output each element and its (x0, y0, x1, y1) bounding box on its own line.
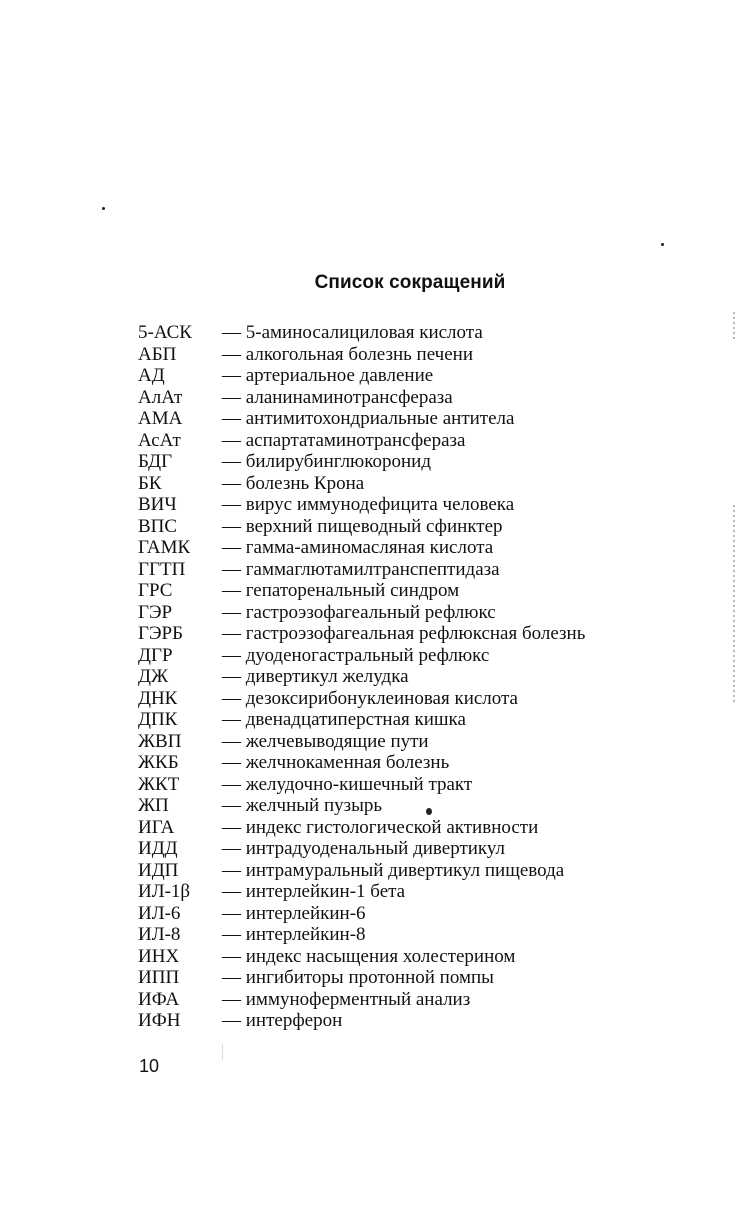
abbreviation-term: ИФА (138, 988, 180, 1010)
abbreviation-row (138, 989, 585, 1011)
abbreviation-definition: — желудочно-кишечный тракт (222, 773, 473, 795)
abbreviation-row (138, 645, 585, 667)
abbreviation-definition: — интрамуральный дивертикул пищевода (222, 859, 565, 881)
abbreviation-row (138, 623, 585, 645)
abbreviation-row (138, 494, 585, 516)
abbreviation-term: ГРС (138, 580, 173, 601)
abbreviation-term: БК (138, 472, 162, 494)
abbreviation-row (138, 602, 585, 624)
abbreviation-term: ДНК (138, 687, 178, 709)
abbreviation-term: ДЖ (138, 666, 168, 687)
abbreviation-row (138, 688, 585, 710)
abbreviation-definition: — желчевыводящие пути (222, 730, 429, 752)
abbreviation-row (138, 774, 585, 796)
abbreviation-term: ВПС (138, 515, 178, 537)
abbreviation-row (138, 344, 585, 366)
abbreviation-term: ИПП (138, 967, 180, 988)
abbreviation-definition: — аспартатаминотрансфераза (222, 429, 466, 451)
abbreviation-term: ЖП (138, 795, 169, 816)
abbreviation-term: ДПК (138, 709, 178, 730)
abbreviation-definition: — дивертикул желудка (222, 666, 409, 687)
abbreviation-row (138, 838, 585, 860)
abbreviation-term: ИДП (138, 859, 179, 881)
abbreviation-term: ИДД (138, 838, 178, 859)
abbreviation-row (138, 451, 585, 473)
abbreviation-list (138, 322, 585, 1032)
abbreviation-row (138, 473, 585, 495)
abbreviation-definition: — интерлейкин-1 бета (222, 881, 406, 902)
abbreviation-term: ЖКТ (138, 773, 180, 795)
abbreviation-term: ГЭР (138, 601, 173, 623)
abbreviation-definition: — 5-аминосалициловая кислота (222, 322, 483, 343)
abbreviation-term: ИЛ-1β (138, 881, 191, 902)
abbreviation-row (138, 752, 585, 774)
abbreviation-term: АБП (138, 343, 177, 365)
abbreviation-row (138, 946, 585, 968)
abbreviation-row (138, 881, 585, 903)
abbreviation-term: БДГ (138, 451, 173, 472)
scan-speck (426, 808, 432, 815)
scan-speck (102, 207, 105, 210)
abbreviation-term: ГЭРБ (138, 623, 184, 644)
abbreviation-definition: — дезоксирибонуклеиновая кислота (222, 687, 518, 709)
abbreviation-term: 5-АСК (138, 322, 192, 343)
abbreviation-definition: — иммуноферментный анализ (222, 988, 471, 1010)
abbreviation-row (138, 1010, 585, 1032)
scan-line (222, 1044, 223, 1060)
abbreviation-term: ИФН (138, 1010, 181, 1031)
abbreviation-definition: — гастроэзофагеальная рефлюксная болезнь (222, 623, 586, 644)
abbreviation-term: ИЛ-6 (138, 902, 181, 924)
abbreviation-definition: — аланинаминотрансфераза (222, 386, 453, 408)
abbreviation-definition: — вирус иммунодефицита человека (222, 494, 515, 515)
abbreviation-row (138, 408, 585, 430)
abbreviation-row (138, 903, 585, 925)
abbreviation-definition: — болезнь Крона (222, 472, 365, 494)
abbreviation-definition: — гепаторенальный синдром (222, 580, 460, 601)
abbreviation-term: АлАт (138, 386, 183, 408)
abbreviation-row (138, 795, 585, 817)
abbreviation-row (138, 860, 585, 882)
abbreviation-row (138, 967, 585, 989)
abbreviation-term: АМА (138, 408, 183, 429)
abbreviation-definition: — алкогольная болезнь печени (222, 343, 474, 365)
abbreviation-row (138, 559, 585, 581)
abbreviation-row (138, 817, 585, 839)
abbreviation-definition: — ингибиторы протонной помпы (222, 967, 494, 988)
abbreviation-definition: — интрадуоденальный дивертикул (222, 838, 506, 859)
page-title: Список сокращений (314, 272, 506, 293)
abbreviation-row (138, 322, 585, 344)
abbreviation-definition: — желчнокаменная болезнь (222, 752, 450, 773)
abbreviation-definition: — двенадцатиперстная кишка (222, 709, 466, 730)
abbreviation-row (138, 537, 585, 559)
abbreviation-definition: — антимитохондриальные антитела (222, 408, 515, 429)
abbreviation-row (138, 709, 585, 731)
abbreviation-term: ДГР (138, 644, 173, 666)
scan-edge-mark (733, 505, 735, 705)
abbreviation-definition: — гамма-аминомасляная кислота (222, 537, 494, 558)
abbreviation-term: ИНХ (138, 945, 180, 967)
abbreviation-term: ГГТП (138, 558, 186, 580)
abbreviation-term: ВИЧ (138, 494, 177, 515)
abbreviation-row (138, 666, 585, 688)
abbreviation-definition: — артериальное давление (222, 365, 434, 386)
scan-speck (661, 243, 664, 246)
abbreviation-definition: — индекс гистологической активности (222, 816, 539, 838)
abbreviation-term: ЖКБ (138, 752, 179, 773)
abbreviation-term: ГАМК (138, 537, 191, 558)
abbreviation-row (138, 580, 585, 602)
abbreviation-term: АсАт (138, 429, 181, 451)
abbreviation-row (138, 924, 585, 946)
abbreviation-row (138, 387, 585, 409)
abbreviation-term: ЖВП (138, 730, 182, 752)
abbreviation-row (138, 430, 585, 452)
abbreviation-definition: — индекс насыщения холестерином (222, 945, 516, 967)
abbreviation-definition: — дуоденогастральный рефлюкс (222, 644, 490, 666)
scan-edge-mark (733, 312, 735, 342)
abbreviation-definition: — гастроэзофагеальный рефлюкс (222, 601, 496, 623)
abbreviation-definition: — интерлейкин-6 (222, 902, 366, 924)
abbreviation-term: ИГА (138, 816, 175, 838)
abbreviation-definition: — желчный пузырь (222, 795, 383, 816)
abbreviation-term: АД (138, 365, 165, 386)
abbreviation-term: ИЛ-8 (138, 924, 181, 945)
abbreviation-definition: — интерлейкин-8 (222, 924, 366, 945)
page-number: 10 (139, 1056, 160, 1076)
abbreviation-row (138, 365, 585, 387)
abbreviation-row (138, 516, 585, 538)
abbreviation-definition: — верхний пищеводный сфинктер (222, 515, 503, 537)
abbreviation-row (138, 731, 585, 753)
abbreviation-definition: — интерферон (222, 1010, 343, 1031)
abbreviation-definition: — гаммаглютамилтранспептидаза (222, 558, 500, 580)
abbreviation-definition: — билирубинглюкоронид (222, 451, 432, 472)
